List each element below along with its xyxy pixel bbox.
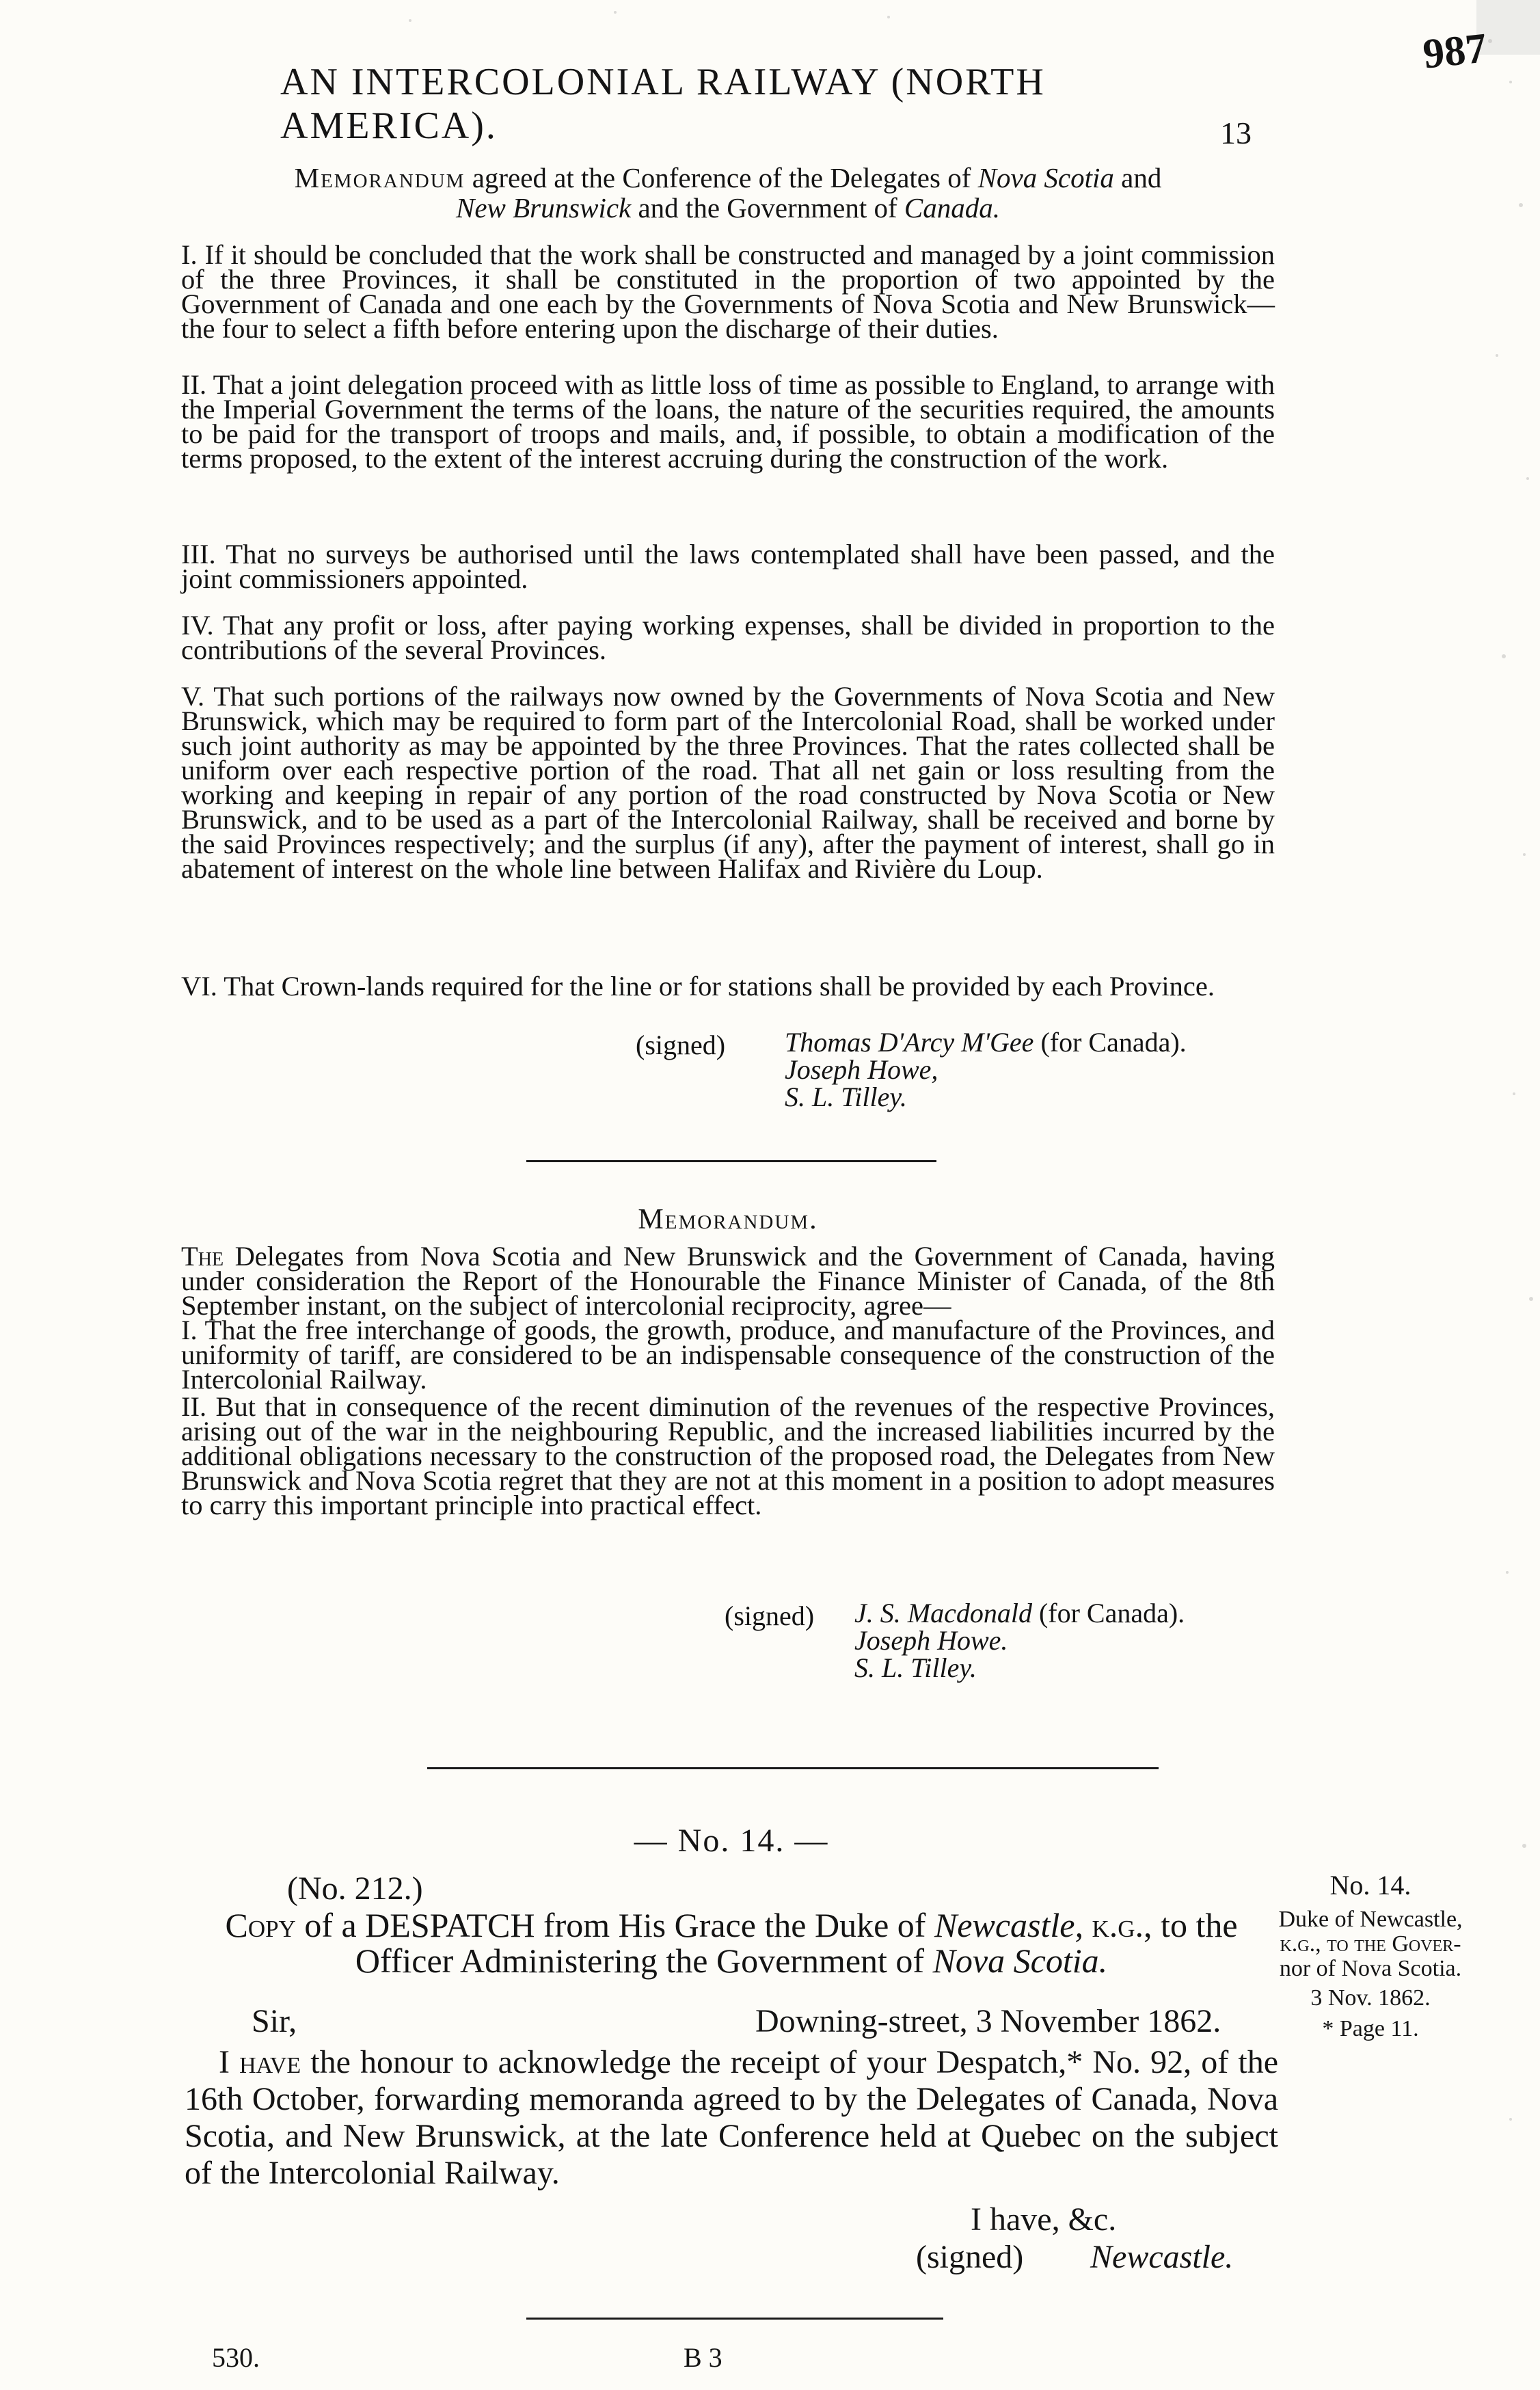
para-number: II. xyxy=(181,369,207,400)
memo1-para-5 xyxy=(181,681,1275,884)
letter-signed-label: (signed) xyxy=(916,2239,1024,2275)
para-text: But that in consequence of the recent diminution of the revenues of the respective Provinces, arising out of the war in the neighbouring Republic, and the increased liabilities incurred by the additional obligations necessary to the construction of the proposed road, the Delegates from New Brunswick and Nova Scotia regret that they are not at this moment in a position to adopt measures to carry this important principle into practical effect. xyxy=(181,1391,1275,1520)
signatory-name: Thomas D'Arcy M'Gee xyxy=(785,1027,1034,1058)
memo1-heading-tail: and the Government of xyxy=(638,192,897,224)
signatory-name: J. S. Macdonald xyxy=(854,1598,1032,1628)
para-text: That any profit or loss, after paying working expenses, shall be divided in proportion to the contributions of the several Provinces. xyxy=(181,610,1275,665)
para-number: II. xyxy=(181,1391,207,1422)
para-text: That no surveys be authorised until the laws contemplated shall have been passed, and the joint commissioners appointed. xyxy=(181,539,1275,594)
despatch-title-c: Officer Administering the Government of xyxy=(355,1942,925,1980)
memo2-signatory-1 xyxy=(854,1600,1185,1627)
margin-note-footnote: * Page 11. xyxy=(1322,2016,1419,2041)
para-number: IV. xyxy=(181,610,214,641)
signatory-note: (for Canada). xyxy=(1038,1598,1185,1628)
memo2-title: Memorandum. xyxy=(638,1204,818,1235)
letter-body-text: the honour to acknowledge the receipt of your Despatch,* No. 92, of the 16th October, forwarding memoranda agreed to by the Delegates of Canada, Nova Scotia, and New Brunswick, at the late Conference held at Quebec on the subject of the Intercolonial Railway. xyxy=(185,2044,1278,2191)
para-number: I. xyxy=(181,239,198,270)
letter-salutation: Sir, xyxy=(252,2003,297,2039)
memo2-intro xyxy=(181,1241,1275,1321)
memo1-para-4 xyxy=(181,610,1275,665)
folio-stamp: 987 xyxy=(1420,25,1489,78)
despatch-kg: k.g. xyxy=(1092,1906,1144,1944)
memo2-signed-label: (signed) xyxy=(725,1600,815,1631)
para-number: III. xyxy=(181,539,216,569)
despatch-title-lead: Copy xyxy=(225,1906,296,1944)
despatch-title-b: , to the xyxy=(1144,1906,1238,1944)
memo1-heading xyxy=(181,163,1275,223)
para-text: That a joint delegation proceed with as little loss of time as possible to England, to arrange with the Imperial Government the terms of the loans, the nature of the securities required, the amounts to be paid for the transport of troops and mails, and, if possible, to obtain a modification of the terms proposed, to the extent of the interest accruing during the construction of the work. xyxy=(181,369,1275,474)
memo2-signatory-2: Joseph Howe. xyxy=(854,1625,1008,1656)
despatch-duke: Newcastle, xyxy=(934,1906,1083,1944)
memo1-canada: Canada. xyxy=(904,192,1000,224)
memo2-para-1 xyxy=(181,1315,1275,1395)
page-number: 13 xyxy=(1220,116,1252,150)
letter-closing: I have, &c. xyxy=(971,2201,1117,2238)
memo1-signatory-1 xyxy=(785,1029,1187,1056)
margin-note-line3: nor of Nova Scotia. xyxy=(1279,1956,1462,1981)
letter-signer: Newcastle. xyxy=(1090,2239,1234,2275)
memo1-heading-lead: Memorandum xyxy=(294,162,465,193)
footer-left-number: 530. xyxy=(212,2342,260,2373)
despatch-number: (No. 212.) xyxy=(287,1870,423,1907)
letter-place-date: Downing-street, 3 November 1862. xyxy=(755,2003,1221,2039)
memo2-intro-text: Delegates from Nova Scotia and New Brunswick and the Government of Canada, having under consideration the Report of the Honourable the Finance Minister of Canada, of the 8th September instant, on the subject of intercolonial reciprocity, agree— xyxy=(181,1241,1275,1321)
para-text: If it should be concluded that the work shall be constructed and managed by a joint commission of the three Provinces, it shall be constituted in the proportion of two appointed by the Government of Canada and one each by the Governments of Nova Scotia and New Brunswick—the four to select a fifth before entering upon the discharge of their duties. xyxy=(181,239,1275,344)
memo1-para-3 xyxy=(181,539,1275,594)
memo1-para-2 xyxy=(181,369,1275,474)
memo1-heading-rest: agreed at the Conference of the Delegates of xyxy=(472,162,971,193)
para-text: That such portions of the railways now owned by the Governments of Nova Scotia and New Brunswick, which may be required to form part of the Intercolonial Road, shall be worked under such joint authority as may be appointed by the three Provinces. That the rates collected shall be uniform over each respective portion of the road. That all net gain or loss resulting from the working and keeping in repair of any portion of the road constructed by Nova Scotia or New Brunswick, and to be used as a part of the Intercolonial Railway, shall be received and borne by the said Provinces respectively; and the surplus (if any), after the payment of interest, shall go in abatement of interest on the whole line between Halifax and Rivière du Loup. xyxy=(181,681,1275,884)
memo2-signatory-3: S. L. Tilley. xyxy=(854,1652,977,1683)
para-number: I. xyxy=(181,1315,198,1345)
despatch-province: Nova Scotia. xyxy=(932,1942,1108,1980)
para-text: That the free interchange of goods, the growth, produce, and manufacture of the Provinces, and uniformity of tariff, are considered to be an indispensable consequence of the construction of the Intercolonial Railway. xyxy=(181,1315,1275,1395)
para-number: VI. xyxy=(181,971,217,1002)
para-number: V. xyxy=(181,681,205,712)
memo1-para-1 xyxy=(181,239,1275,344)
memo1-and: and xyxy=(1121,162,1162,193)
despatch-title-a: of a DESPATCH from His Grace the Duke of xyxy=(304,1906,926,1944)
memo1-signatory-3: S. L. Tilley. xyxy=(785,1082,907,1112)
despatch-section-number: — No. 14. — xyxy=(634,1823,829,1859)
despatch-title xyxy=(185,1907,1278,1978)
memo2-intro-lead: The xyxy=(181,1241,224,1272)
memo1-signatory-2: Joseph Howe, xyxy=(785,1054,938,1085)
para-text: That Crown-lands required for the line or for stations shall be provided by each Province. xyxy=(224,971,1215,1002)
section-rule xyxy=(526,2318,943,2320)
margin-note-date: 3 Nov. 1862. xyxy=(1310,1985,1431,2011)
memo1-para-6 xyxy=(181,971,1275,1002)
running-head: AN INTERCOLONIAL RAILWAY (NORTH AMERICA). xyxy=(280,61,1046,147)
section-rule xyxy=(427,1767,1159,1769)
letter-body xyxy=(185,2044,1278,2192)
margin-note-number: No. 14. xyxy=(1329,1870,1411,1901)
memo1-signed-label: (signed) xyxy=(636,1030,726,1060)
footer-signature-mark: B 3 xyxy=(684,2342,722,2373)
signatory-note: (for Canada). xyxy=(1040,1027,1187,1058)
margin-note-line1: Duke of Newcastle, xyxy=(1278,1907,1463,1932)
memo2-para-2 xyxy=(181,1391,1275,1520)
memo1-province1: Nova Scotia xyxy=(977,162,1114,193)
section-rule xyxy=(526,1160,936,1162)
memo1-province2: New Brunswick xyxy=(456,192,632,224)
margin-note-line2: k.g., to the Gover- xyxy=(1280,1931,1461,1957)
letter-body-lead: I have xyxy=(219,2044,301,2080)
